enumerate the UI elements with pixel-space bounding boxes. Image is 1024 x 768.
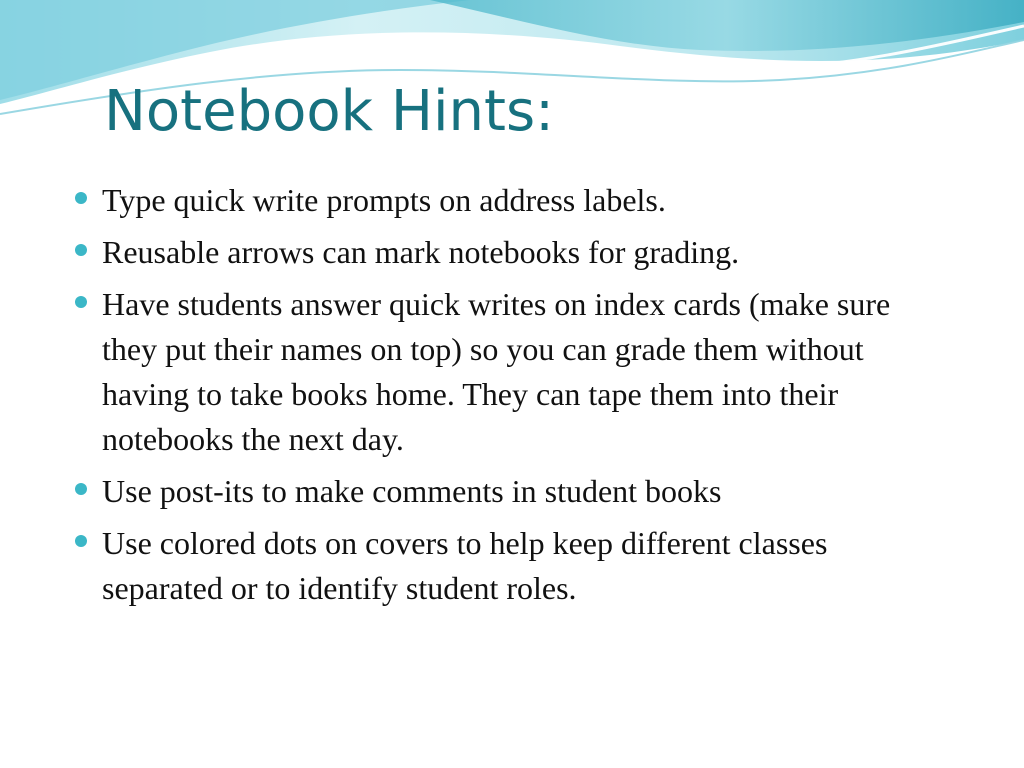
bullet-dot-icon xyxy=(75,296,87,308)
slide-title: Notebook Hints: xyxy=(104,79,555,144)
bullet-item xyxy=(72,521,952,611)
bullet-item xyxy=(72,469,952,514)
bullet-dot-icon xyxy=(75,535,87,547)
bullet-text: Type quick write prompts on address labels. xyxy=(102,182,666,218)
bullet-text: Reusable arrows can mark notebooks for grading. xyxy=(102,234,740,270)
bullet-text: Use post-its to make comments in student books xyxy=(102,473,722,509)
bullet-dot-icon xyxy=(75,192,87,204)
bullet-dot-icon xyxy=(75,244,87,256)
bullet-text: Have students answer quick writes on index cards (make sure they put their names on top) so you can grade them without having to take books home. They can tape them into their notebooks the next day. xyxy=(102,286,891,457)
bullet-item xyxy=(72,230,952,275)
bullet-list xyxy=(72,178,952,618)
bullet-dot-icon xyxy=(75,483,87,495)
bullet-text: Use colored dots on covers to help keep different classes separated or to identify student roles. xyxy=(102,525,828,606)
bullet-item xyxy=(72,282,952,462)
bullet-item xyxy=(72,178,952,223)
